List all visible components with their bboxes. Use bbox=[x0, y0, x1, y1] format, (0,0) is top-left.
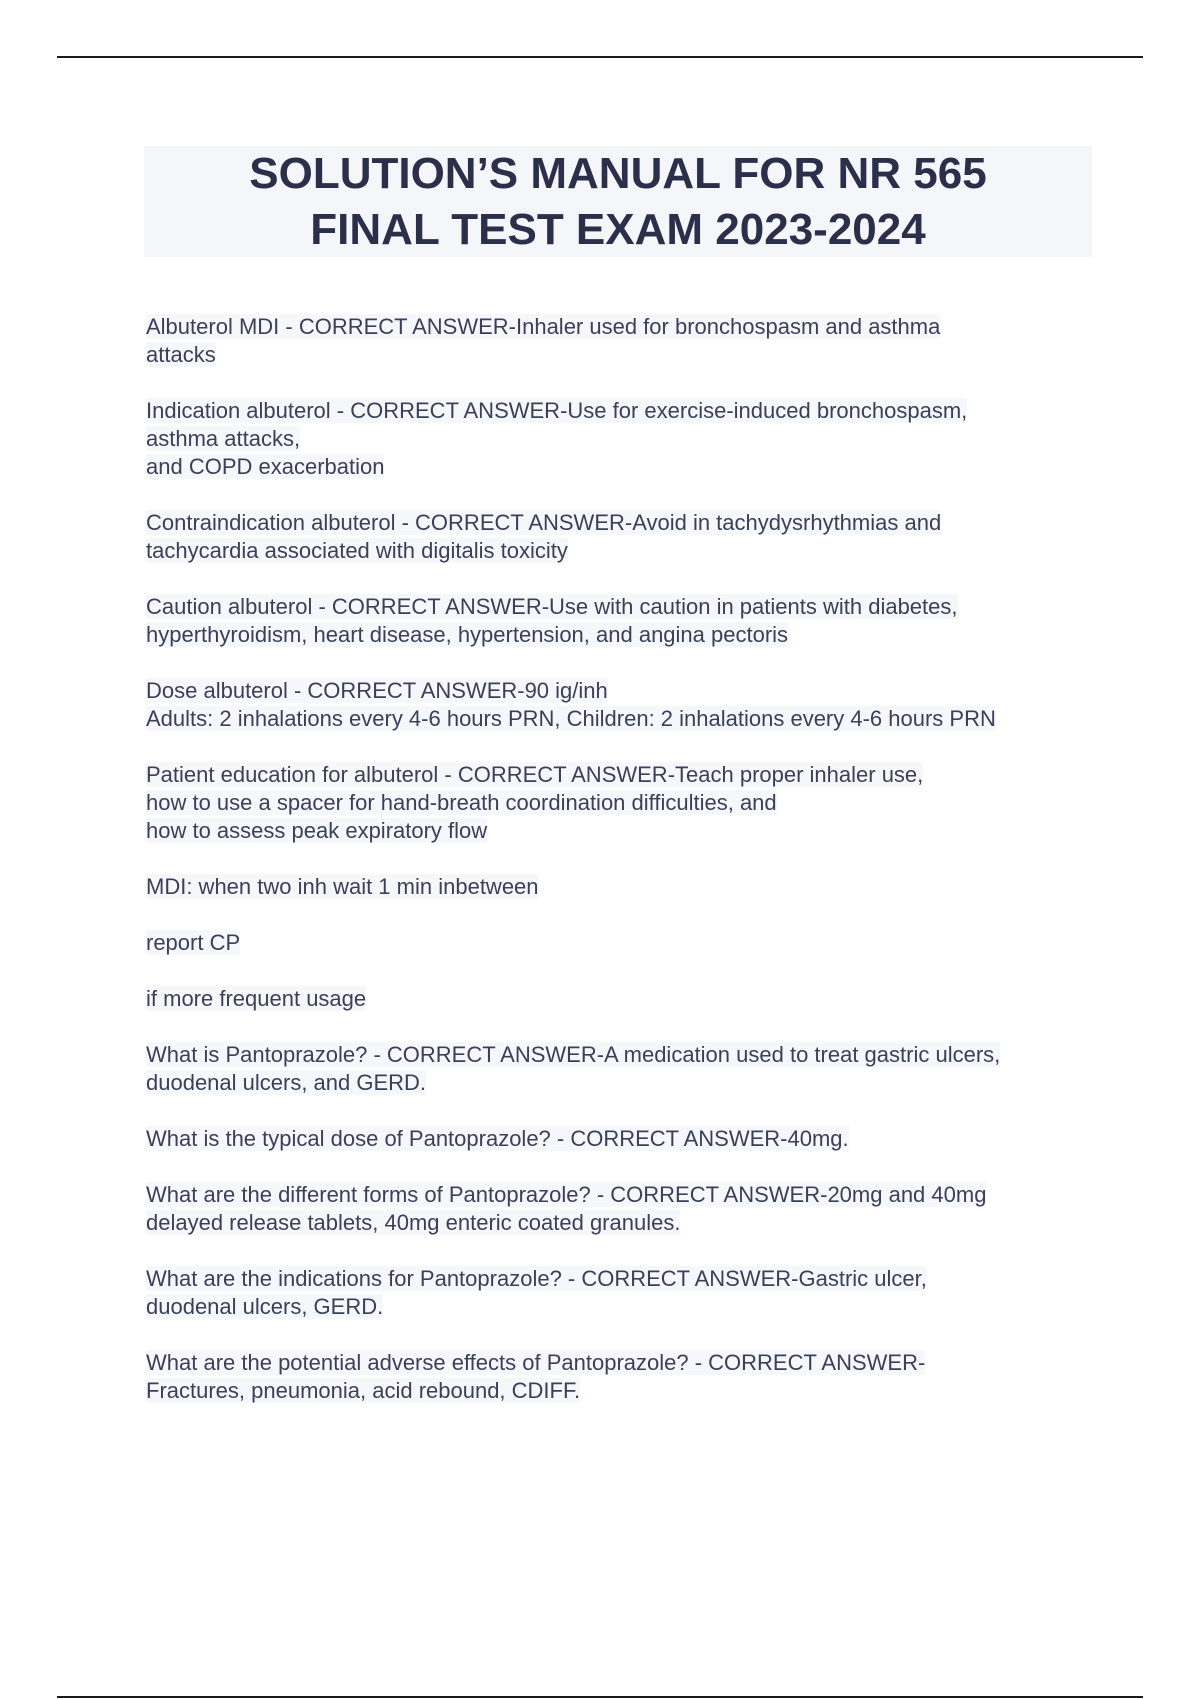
entry-line: Caution albuterol - CORRECT ANSWER-Use with caution in patients with diabetes, bbox=[146, 594, 958, 619]
entry-line: Indication albuterol - CORRECT ANSWER-Use for exercise-induced bronchospasm, bbox=[146, 398, 968, 423]
entry-line: What are the indications for Pantoprazole? - CORRECT ANSWER-Gastric ulcer, bbox=[146, 1266, 927, 1291]
entry-line: duodenal ulcers, and GERD. bbox=[146, 1070, 427, 1095]
entry-line: if more frequent usage bbox=[146, 986, 367, 1011]
qa-entry-10 bbox=[146, 1041, 1106, 1097]
entry-line: tachycardia associated with digitalis toxicity bbox=[146, 538, 568, 563]
entry-line: Patient education for albuterol - CORRECT ANSWER-Teach proper inhaler use, bbox=[146, 762, 924, 787]
entry-line: What are the potential adverse effects of Pantoprazole? - CORRECT ANSWER- bbox=[146, 1350, 926, 1375]
qa-entry-6 bbox=[146, 761, 1106, 845]
bottom-divider bbox=[57, 1696, 1143, 1698]
qa-entry-3 bbox=[146, 509, 1106, 565]
document-body bbox=[146, 313, 1106, 1433]
entry-line: Albuterol MDI - CORRECT ANSWER-Inhaler used for bronchospasm and asthma bbox=[146, 314, 941, 339]
qa-entry-12 bbox=[146, 1181, 1106, 1237]
top-divider bbox=[57, 56, 1143, 58]
entry-line: Fractures, pneumonia, acid rebound, CDIFF. bbox=[146, 1378, 581, 1403]
qa-entry-8 bbox=[146, 929, 1106, 957]
qa-entry-1 bbox=[146, 313, 1106, 369]
entry-line: hyperthyroidism, heart disease, hypertension, and angina pectoris bbox=[146, 622, 789, 647]
entry-line: attacks bbox=[146, 342, 216, 367]
entry-line: delayed release tablets, 40mg enteric coated granules. bbox=[146, 1210, 681, 1235]
entry-line: report CP bbox=[146, 930, 241, 955]
entry-line: how to use a spacer for hand-breath coordination difficulties, and bbox=[146, 790, 777, 815]
qa-entry-14 bbox=[146, 1349, 1106, 1405]
qa-entry-7 bbox=[146, 873, 1106, 901]
entry-line: What is the typical dose of Pantoprazole? - CORRECT ANSWER-40mg. bbox=[146, 1126, 849, 1151]
qa-entry-13 bbox=[146, 1265, 1106, 1321]
qa-entry-11 bbox=[146, 1125, 1106, 1153]
title-line-2: FINAL TEST EXAM 2023-2024 bbox=[310, 204, 926, 254]
title-line-1: SOLUTION’S MANUAL FOR NR 565 bbox=[249, 148, 987, 198]
qa-entry-9 bbox=[146, 985, 1106, 1013]
entry-line: duodenal ulcers, GERD. bbox=[146, 1294, 384, 1319]
entry-line: MDI: when two inh wait 1 min inbetween bbox=[146, 874, 539, 899]
entry-line: Contraindication albuterol - CORRECT ANSWER-Avoid in tachydysrhythmias and bbox=[146, 510, 942, 535]
entry-line: Adults: 2 inhalations every 4-6 hours PRN, Children: 2 inhalations every 4-6 hours PRN bbox=[146, 706, 996, 731]
entry-line: What are the different forms of Pantoprazole? - CORRECT ANSWER-20mg and 40mg bbox=[146, 1182, 987, 1207]
qa-entry-2 bbox=[146, 397, 1106, 481]
entry-line: and COPD exacerbation bbox=[146, 454, 385, 479]
entry-line: asthma attacks, bbox=[146, 426, 301, 451]
entry-line: Dose albuterol - CORRECT ANSWER-90 ig/inh bbox=[146, 678, 608, 703]
qa-entry-4 bbox=[146, 593, 1106, 649]
document-title bbox=[144, 146, 1092, 257]
qa-entry-5 bbox=[146, 677, 1106, 733]
entry-line: how to assess peak expiratory flow bbox=[146, 818, 488, 843]
entry-line: What is Pantoprazole? - CORRECT ANSWER-A medication used to treat gastric ulcers, bbox=[146, 1042, 1001, 1067]
